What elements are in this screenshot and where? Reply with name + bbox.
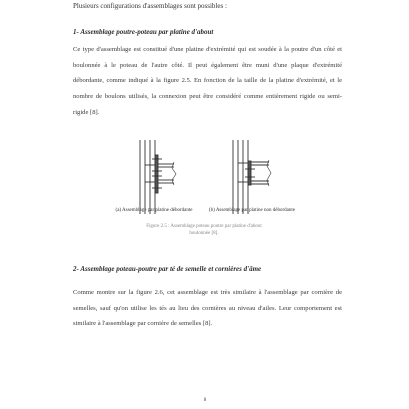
figure-2-5-drawing xyxy=(112,138,298,216)
section-1-paragraph: Ce type d'assemblage est constitué d'une platine d'extrémité qui est soudée à la poutre d'un côté et boulonnée à le poteau de l'autre côté. Il peut également être muni d'une plaque d'extrémité débordante, comme indiqué à la figure 2.5. En fonction de la taille de la platine d'extrémité, et le nombre de boulons utilisés, la connexion peut être considéré comme entièrement rigide ou semi-rigide [8]. xyxy=(73,46,342,116)
intro-text: Plusieurs configurations d'assemblages sont possibles : xyxy=(73,2,227,10)
figure-caption: Figure 2.5 : Assemblage poteau poutre par platine d'about boulonnée [8]. xyxy=(146,224,262,236)
extended-end-plate-drawing xyxy=(140,140,176,214)
section-1-heading: 1- Assemblage poutre-poteau par platine d'about xyxy=(73,28,214,36)
flush-end-plate-drawing xyxy=(233,140,271,214)
figure-label-a: (a) Assemblage par platine débordante xyxy=(115,208,193,213)
page-number: 8 xyxy=(203,398,207,403)
section-2-heading: 2- Assemblage poteau-poutre par té de semelle et cornières d'âme xyxy=(73,265,262,273)
figure-label-b: (b) Assemblage par platine non débordante xyxy=(209,208,295,213)
section-2-paragraph: Comme montre sur la figure 2.6, cet assemblage est très similaire à l'assemblage par cornière de semelles, sauf qu'on utilise les tés au lieu des cornières au niveau d'ailes. Leur comportement est similaire à l'assemblage par cornière de semelles [8]. xyxy=(73,289,342,328)
